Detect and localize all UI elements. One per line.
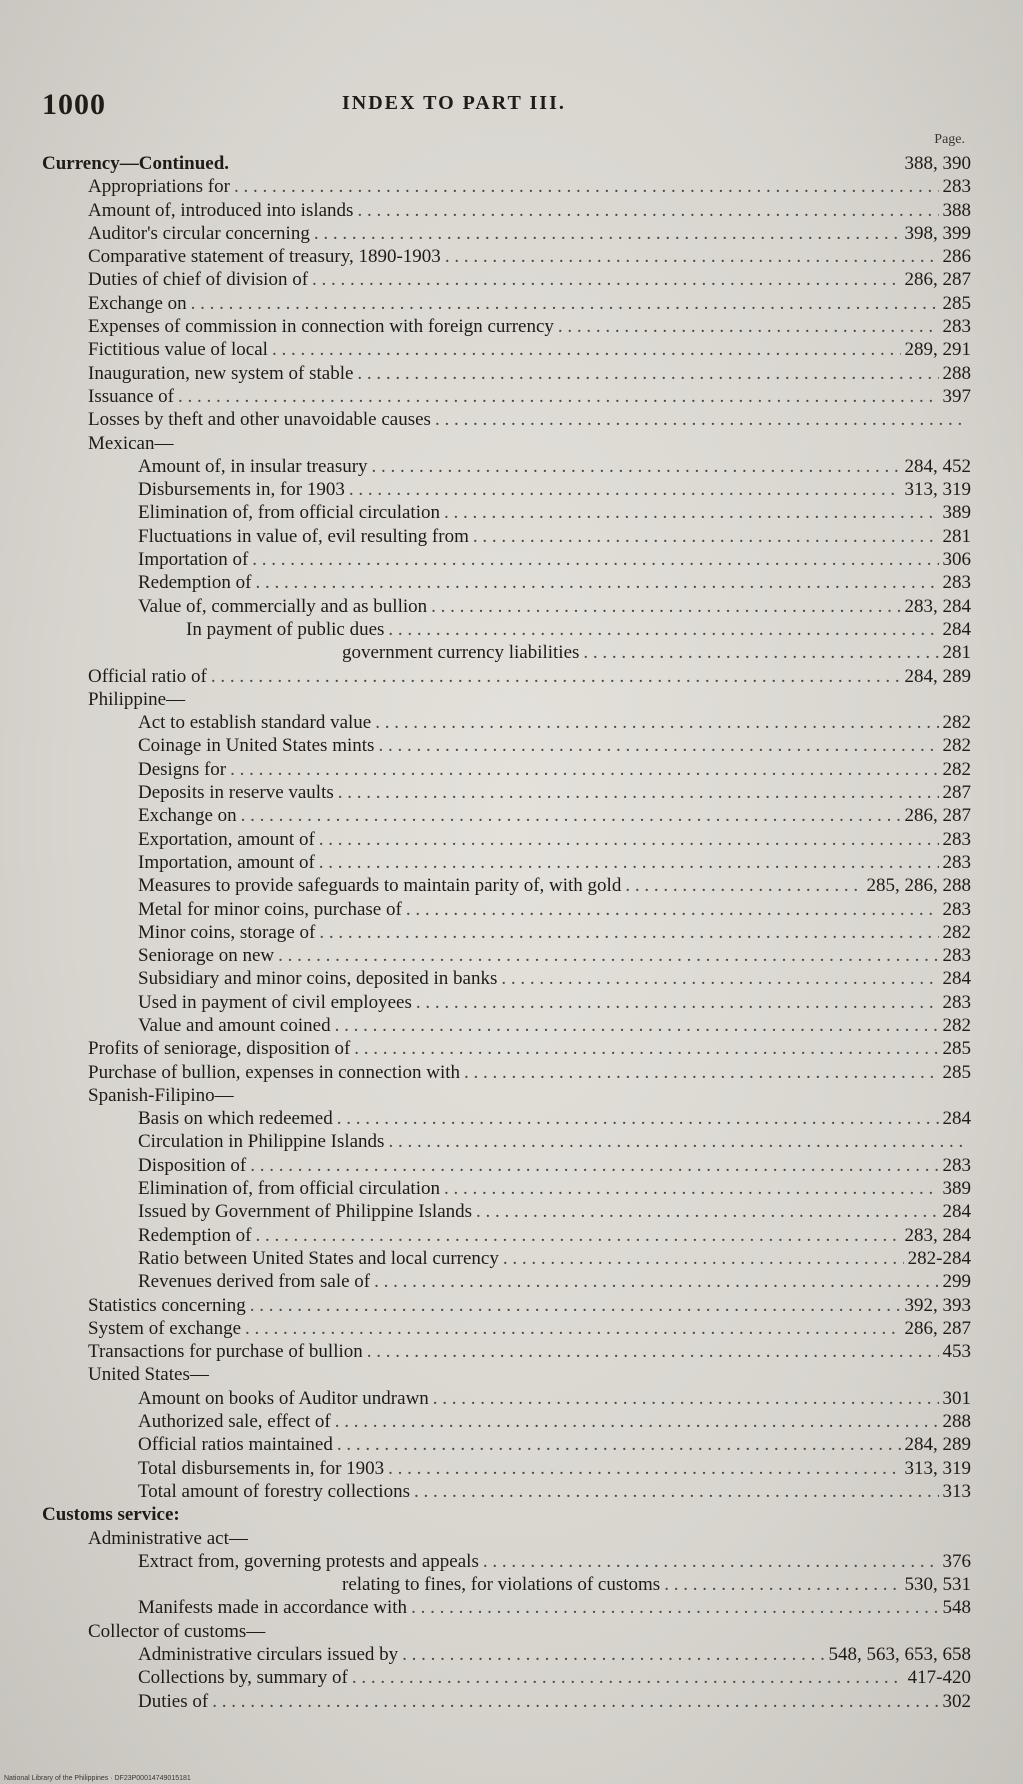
index-entry xyxy=(42,758,971,781)
entry-pages: 288 xyxy=(942,1411,971,1433)
index-entry xyxy=(42,1270,971,1293)
entry-term: Fictitious value of local xyxy=(88,339,268,361)
index-entry xyxy=(42,688,971,711)
leader-dots xyxy=(335,1410,939,1433)
entry-term: Collections by, summary of xyxy=(138,1667,348,1689)
index-entry xyxy=(42,1480,971,1503)
entry-pages: 285 xyxy=(942,1038,971,1060)
index-entry xyxy=(42,1317,971,1340)
entry-term: Metal for minor coins, purchase of xyxy=(138,898,402,920)
index-entry xyxy=(42,1130,971,1153)
index-entry xyxy=(42,245,971,268)
entry-pages: 283 xyxy=(942,176,971,198)
entry-term: Amount of, introduced into islands xyxy=(88,199,354,221)
entry-term: Transactions for purchase of bullion xyxy=(88,1341,363,1363)
index-entry xyxy=(42,1527,971,1550)
index-entry xyxy=(42,571,971,594)
entry-pages: 388, 390 xyxy=(904,153,971,174)
entry-term: Official ratio of xyxy=(88,665,207,687)
entry-pages: 302 xyxy=(942,1690,971,1712)
index-entry xyxy=(42,898,971,921)
entry-term: Expenses of commission in connection with foreign currency xyxy=(88,316,554,338)
leader-dots xyxy=(625,874,862,897)
leader-dots xyxy=(431,595,900,618)
leader-dots xyxy=(388,1130,967,1153)
entry-pages: 388 xyxy=(942,199,971,221)
index-entry xyxy=(42,1247,971,1270)
entry-pages: 283 xyxy=(942,851,971,873)
entry-term: Duties of xyxy=(138,1690,209,1712)
leader-dots xyxy=(255,571,938,594)
entry-pages: 313, 319 xyxy=(904,479,971,501)
index-entry xyxy=(42,1107,971,1130)
index-entry xyxy=(42,1177,971,1200)
index-entry xyxy=(42,641,971,664)
entry-term: Amount on books of Auditor undrawn xyxy=(138,1387,429,1409)
entry-term: Authorized sale, effect of xyxy=(138,1411,331,1433)
leader-dots xyxy=(411,1596,938,1619)
entry-term: Amount of, in insular treasury xyxy=(138,455,368,477)
leader-dots xyxy=(230,758,938,781)
entry-pages: 283 xyxy=(942,991,971,1013)
leader-dots xyxy=(374,1270,938,1293)
leader-dots xyxy=(349,478,901,501)
entry-term: Exchange on xyxy=(88,292,187,314)
leader-dots xyxy=(444,1177,939,1200)
index-entry xyxy=(42,1340,971,1363)
entry-term: Act to establish standard value xyxy=(138,712,372,734)
entry-term: Statistics concerning xyxy=(88,1294,246,1316)
index-entries xyxy=(42,152,971,1713)
leader-dots xyxy=(372,455,901,478)
entry-term: Collector of customs— xyxy=(88,1620,266,1642)
leader-dots xyxy=(352,1666,904,1689)
index-entry xyxy=(42,1596,971,1619)
leader-dots xyxy=(211,665,901,688)
leader-dots xyxy=(191,292,939,315)
entry-pages: 306 xyxy=(942,549,971,571)
index-entry xyxy=(42,1294,971,1317)
leader-dots xyxy=(250,1154,938,1177)
entry-pages: 284, 289 xyxy=(904,1434,971,1456)
leader-dots xyxy=(337,1107,939,1130)
entry-term: Designs for xyxy=(138,758,227,780)
entry-pages: 281 xyxy=(942,642,971,664)
leader-dots xyxy=(414,1480,939,1503)
entry-pages: 283, 284 xyxy=(904,1224,971,1246)
leader-dots xyxy=(476,1200,938,1223)
leader-dots xyxy=(234,175,939,198)
entry-pages: 282 xyxy=(942,758,971,780)
entry-term: Total amount of forestry collections xyxy=(138,1480,410,1502)
entry-term: Disposition of xyxy=(138,1154,247,1176)
entry-pages: 282 xyxy=(942,735,971,757)
entry-term: Losses by theft and other unavoidable causes xyxy=(88,409,431,431)
index-entry xyxy=(42,734,971,757)
entry-pages: 283 xyxy=(942,898,971,920)
index-entry xyxy=(42,1503,971,1526)
entry-term: Administrative circulars issued by xyxy=(138,1644,399,1665)
running-title: INDEX TO PART III. xyxy=(342,92,566,114)
index-entry xyxy=(42,944,971,967)
leader-dots xyxy=(406,898,939,921)
entry-term: Issued by Government of Philippine Islands xyxy=(138,1201,473,1223)
leader-dots xyxy=(664,1573,900,1596)
index-entry xyxy=(42,874,971,897)
index-entry xyxy=(42,1200,971,1223)
entry-pages: 287 xyxy=(942,782,971,804)
entry-pages: 281 xyxy=(942,525,971,547)
entry-term: Redemption of xyxy=(138,572,252,594)
entry-term: Customs service: xyxy=(42,1504,180,1526)
index-entry xyxy=(42,432,971,455)
entry-pages: 286, 287 xyxy=(904,269,971,291)
entry-term: Minor coins, storage of xyxy=(138,921,316,943)
entry-pages: 313, 319 xyxy=(904,1457,971,1479)
index-entry xyxy=(42,199,971,222)
index-entry xyxy=(42,1224,971,1247)
entry-pages: 286, 287 xyxy=(904,805,971,827)
entry-term: Importation, amount of xyxy=(138,851,315,873)
leader-dots xyxy=(378,734,938,757)
entry-term: Issuance of xyxy=(88,385,174,407)
entry-term: Ratio between United States and local currency xyxy=(138,1247,499,1269)
entry-term: Basis on which redeemed xyxy=(138,1108,333,1130)
leader-dots xyxy=(367,1340,939,1363)
leader-dots xyxy=(416,991,939,1014)
index-entry xyxy=(42,175,971,198)
index-entry xyxy=(42,362,971,385)
leader-dots xyxy=(357,199,938,222)
entry-pages: 389 xyxy=(942,502,971,524)
entry-pages: 283, 284 xyxy=(904,595,971,617)
entry-pages: 284 xyxy=(942,1108,971,1130)
entry-pages: 283 xyxy=(942,945,971,967)
entry-pages: 453 xyxy=(942,1341,971,1363)
entry-pages: 548 xyxy=(942,1597,971,1619)
entry-term: Redemption of xyxy=(138,1224,252,1246)
footer-credit: National Library of the Philippines · DF23P00014749015181 xyxy=(4,1775,191,1782)
entry-term: Auditor's circular concerning xyxy=(88,222,310,244)
index-entry xyxy=(42,1387,971,1410)
entry-pages: 286 xyxy=(942,246,971,268)
entry-term: Manifests made in accordance with xyxy=(138,1597,408,1619)
entry-pages: 284, 452 xyxy=(904,455,971,477)
entry-term: Total disbursements in, for 1903 xyxy=(138,1457,385,1479)
leader-dots xyxy=(388,1457,900,1480)
entry-term: government currency liabilities xyxy=(342,642,580,664)
index-entry xyxy=(42,408,971,431)
entry-pages: 282-284 xyxy=(907,1247,971,1269)
index-entry xyxy=(42,385,971,408)
leader-dots xyxy=(338,781,939,804)
leader-dots xyxy=(314,222,901,245)
entry-pages: 284 xyxy=(942,968,971,990)
leader-dots xyxy=(319,921,938,944)
leader-dots xyxy=(357,362,938,385)
entry-term: In payment of public dues xyxy=(186,618,385,640)
index-entry xyxy=(42,1084,971,1107)
leader-dots xyxy=(435,408,967,431)
index-entry xyxy=(42,1457,971,1480)
index-entry xyxy=(42,1690,971,1713)
index-entry xyxy=(42,665,971,688)
leader-dots xyxy=(501,967,938,990)
index-entry xyxy=(42,1154,971,1177)
entry-pages: 301 xyxy=(942,1387,971,1409)
entry-term: Spanish-Filipino— xyxy=(88,1084,234,1106)
entry-pages: 283 xyxy=(942,572,971,594)
entry-term: Elimination of, from official circulation xyxy=(138,1178,440,1200)
index-entry xyxy=(42,1573,971,1596)
entry-term: Purchase of bullion, expenses in connection with xyxy=(88,1061,461,1083)
entry-pages: 283 xyxy=(942,828,971,850)
entry-term: Seniorage on new xyxy=(138,945,275,967)
index-entry xyxy=(42,292,971,315)
index-entry xyxy=(42,268,971,291)
leader-dots xyxy=(241,804,901,827)
index-entry xyxy=(42,828,971,851)
entry-pages: 286, 287 xyxy=(904,1317,971,1339)
entry-pages: 288 xyxy=(942,362,971,384)
leader-dots xyxy=(354,1037,938,1060)
index-entry xyxy=(42,921,971,944)
index-entry xyxy=(42,618,971,641)
entry-term: Disbursements in, for 1903 xyxy=(138,479,345,501)
leader-dots xyxy=(473,525,939,548)
entry-pages: 285, 286, 288 xyxy=(866,875,971,897)
entry-pages: 398, 399 xyxy=(904,222,971,244)
page-column-label: Page. xyxy=(934,132,965,147)
entry-pages: 392, 393 xyxy=(904,1294,971,1316)
entry-term: United States— xyxy=(88,1364,209,1386)
entry-pages: 282 xyxy=(942,1014,971,1036)
entry-term: Profits of seniorage, disposition of xyxy=(88,1038,351,1060)
entry-term: Duties of chief of division of xyxy=(88,269,309,291)
entry-pages: 397 xyxy=(942,385,971,407)
entry-pages: 284, 289 xyxy=(904,665,971,687)
leader-dots xyxy=(319,851,939,874)
leader-dots xyxy=(337,1433,901,1456)
entry-term: relating to fines, for violations of customs xyxy=(342,1574,661,1596)
entry-term: Official ratios maintained xyxy=(138,1434,333,1456)
leader-dots xyxy=(388,618,938,641)
entry-term: Subsidiary and minor coins, deposited in banks xyxy=(138,968,498,990)
entry-term: System of exchange xyxy=(88,1317,242,1339)
entry-term: Currency—Continued. xyxy=(42,153,230,174)
leader-dots xyxy=(312,268,900,291)
index-entry xyxy=(42,1666,971,1689)
entry-pages: 284 xyxy=(942,1201,971,1223)
entry-pages: 548, 563, 653, 658 xyxy=(828,1644,971,1665)
leader-dots xyxy=(272,338,901,361)
leader-dots xyxy=(245,1317,900,1340)
index-entry xyxy=(42,781,971,804)
entry-term: Coinage in United States mints xyxy=(138,735,375,757)
entry-term: Importation of xyxy=(138,549,249,571)
entry-pages: 530, 531 xyxy=(904,1574,971,1596)
index-entry xyxy=(42,338,971,361)
leader-dots xyxy=(255,1224,900,1247)
entry-term: Administrative act— xyxy=(88,1527,248,1549)
index-entry xyxy=(42,991,971,1014)
leader-dots xyxy=(583,641,938,664)
entry-term: Circulation in Philippine Islands xyxy=(138,1131,385,1153)
entry-pages: 282 xyxy=(942,921,971,943)
leader-dots xyxy=(402,1643,824,1666)
entry-term: Extract from, governing protests and appeals xyxy=(138,1550,479,1572)
entry-pages: 376 xyxy=(942,1550,971,1572)
index-entry xyxy=(42,478,971,501)
entry-pages: 285 xyxy=(942,292,971,314)
index-entry xyxy=(42,501,971,524)
leader-dots xyxy=(558,315,939,338)
entry-pages: 285 xyxy=(942,1061,971,1083)
index-entry xyxy=(42,851,971,874)
entry-term: Revenues derived from sale of xyxy=(138,1271,371,1293)
leader-dots xyxy=(319,828,939,851)
index-entry xyxy=(42,1643,971,1666)
index-entry xyxy=(42,525,971,548)
index-entry xyxy=(42,1363,971,1386)
index-entry xyxy=(42,1620,971,1643)
leader-dots xyxy=(464,1061,938,1084)
entry-pages: 289, 291 xyxy=(904,339,971,361)
leader-dots xyxy=(278,944,938,967)
entry-term: Comparative statement of treasury, 1890-1903 xyxy=(88,246,441,268)
entry-term: Fluctuations in value of, evil resulting from xyxy=(138,525,469,547)
page-header xyxy=(42,88,963,128)
entry-pages: 299 xyxy=(942,1271,971,1293)
entry-term: Used in payment of civil employees xyxy=(138,991,412,1013)
index-entry xyxy=(42,804,971,827)
leader-dots xyxy=(444,501,939,524)
entry-term: Deposits in reserve vaults xyxy=(138,782,334,804)
leader-dots xyxy=(445,245,939,268)
entry-term: Value and amount coined xyxy=(138,1014,331,1036)
leader-dots xyxy=(433,1387,939,1410)
entry-pages: 389 xyxy=(942,1178,971,1200)
leader-dots xyxy=(503,1247,904,1270)
entry-term: Mexican— xyxy=(88,432,174,454)
entry-pages: 284 xyxy=(942,618,971,640)
entry-pages: 313 xyxy=(942,1480,971,1502)
leader-dots xyxy=(375,711,938,734)
index-entry xyxy=(42,315,971,338)
index-entry xyxy=(42,1037,971,1060)
index-entry xyxy=(42,152,971,175)
leader-dots xyxy=(335,1014,939,1037)
leader-dots xyxy=(252,548,938,571)
index-entry xyxy=(42,455,971,478)
entry-pages: 417-420 xyxy=(907,1667,971,1689)
index-entry xyxy=(42,595,971,618)
index-entry xyxy=(42,1410,971,1433)
entry-term: Appropriations for xyxy=(88,176,230,198)
index-entry xyxy=(42,1014,971,1037)
entry-term: Measures to provide safeguards to maintain parity of, with gold xyxy=(138,875,622,897)
entry-pages: 282 xyxy=(942,712,971,734)
index-entry xyxy=(42,1433,971,1456)
index-entry xyxy=(42,1061,971,1084)
leader-dots xyxy=(250,1294,901,1317)
entry-term: Exportation, amount of xyxy=(138,828,315,850)
index-entry xyxy=(42,548,971,571)
entry-term: Value of, commercially and as bullion xyxy=(138,595,428,617)
entry-term: Exchange on xyxy=(138,805,237,827)
entry-term: Elimination of, from official circulation xyxy=(138,502,440,524)
index-entry xyxy=(42,1550,971,1573)
entry-pages: 283 xyxy=(942,316,971,338)
leader-dots xyxy=(178,385,939,408)
entry-term: Inauguration, new system of stable xyxy=(88,362,354,384)
index-entry xyxy=(42,711,971,734)
index-entry xyxy=(42,222,971,245)
leader-dots xyxy=(212,1690,938,1713)
page-number: 1000 xyxy=(42,88,106,121)
entry-term: Philippine— xyxy=(88,688,186,710)
entry-pages: 283 xyxy=(942,1154,971,1176)
index-entry xyxy=(42,967,971,990)
leader-dots xyxy=(483,1550,939,1573)
